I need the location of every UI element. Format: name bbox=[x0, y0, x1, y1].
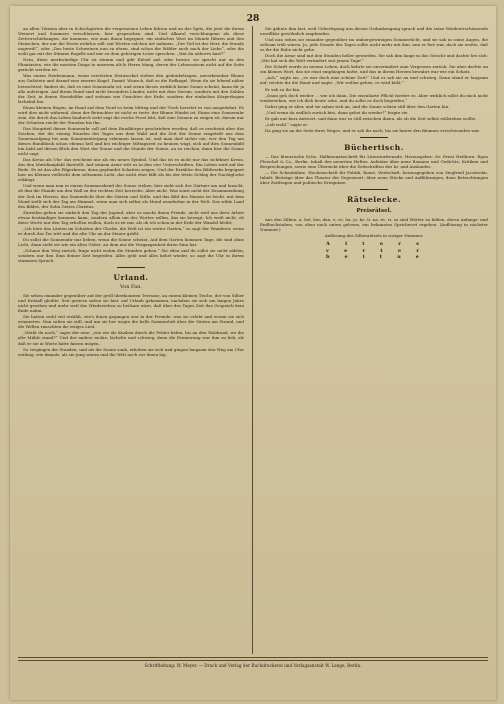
urland-title: Urland. bbox=[113, 273, 149, 283]
urland-story bbox=[18, 273, 244, 357]
grid-cell: e bbox=[397, 247, 405, 254]
paragraph: Du sollst die Sonnenuhr nur lieben, wenn die Sonne scheint. Auf dem Garten kommen Tage, die sind ohne Licht, dann steht sie wie ein altes Gebet, an dem nur die Vergangenheit ihren Sinn hat. bbox=[18, 236, 244, 247]
grid-cell: t bbox=[380, 247, 386, 254]
solution-title: Auflösung des Silbenrätsels in voriger Nummer. bbox=[324, 233, 424, 239]
paragraph: So vergingen die Stunden, und als die Sonne sank, erhoben sie sich und gingen langsam den Weg am Ufer entlang, wie damals, als sie jung waren und die Welt noch vor ihnen lag. bbox=[18, 346, 244, 357]
paragraph: an allen Türmen aber in Schöchgärten die vergessenen Leben führen und an der Spitz, die jetzt die ihrem Weinert und Sommers verschlossen, hier gesprochen sind. Und Alkarol verschlungene als diese Zeitverschiebungen, die kommen, wie man ihnen begegnet, ein einfaches Wort im Munde führen und den Menschen, der nur die Worte wehrlos will, mit Worten solchen Art nahmen: „Der Tod ist der Herr, die Stunde ungewiß“, oder „Das beste Schweinen nun zu ehren, sind schon die Wälder auch nach der Liebe“, oder die wohl gar mit der Stimme Rogells und mir zu dem gehörigen Leser sprechen: „Wat du näheres hast?“ bbox=[18, 26, 244, 57]
story-section-1 bbox=[18, 26, 244, 156]
paragraph: „Weißt du noch,“ sagte der eine, „wie wir als Knaben durch die Felder liefen, bis an den Waldrand, wo die alte Mühle stand?“ Und der andere nickte, lächelte und schwieg, denn die Erinnerung war ihm zu lieb, als daß er sie in Worte hätte fassen mögen. bbox=[18, 330, 244, 346]
footer-rule bbox=[18, 660, 488, 661]
paragraph: Und nun sehen sie einander gegenüber im umhergewirzigen Sommerlicht, und sie sah in seine Augen, die seltsam trüb waren. Ja, jede Stunde des Tages sollte nicht mehr mit ihm, nun er fort war, doch sie wußte, daß es ihr die Ruhe nicht gebe. bbox=[260, 37, 488, 53]
footer-rule bbox=[18, 657, 488, 658]
grid-cell: e bbox=[415, 254, 422, 261]
paragraph: „Und wenn du endlich zurück bist, dann gehst du wieder?“ fragte sie. bbox=[265, 109, 409, 115]
grid-row bbox=[326, 254, 422, 261]
paragraph: Sie sehen einander gegenüber auf der grell überkonnten Terrasse, an einem kleinen Tische, der von Silber und Kristall gleißte. Seit gestern saßen sie hier, auf Urlaub gekommen, nachdem sie sich um langen Jahre nicht gesehen und mehr weil das Wiedersehen so heilsam wäre, daß über des Tages Zeit das Gespräch kein Ende nahm. bbox=[18, 293, 244, 314]
grid-cell: e bbox=[344, 254, 351, 261]
paragraph: „Ach,“ sagte sie, „es war doch eine schöne Zeit!“ Und er sah sie an und schwieg. Dann stand er langsam auf, reichte ihr die Hand und sagte: „Wir wollen gehen, es wird kühl.“ bbox=[260, 75, 488, 86]
grid-cell: u bbox=[397, 254, 404, 261]
paragraph: — Die Schaubühne. Wochenschrift für Politik, Kunst, Wirtschaft, herausgegeben von Siegfried Jacobsohn. Inhalt: Beiträge über das Theater der Gegenwart, über neue Stücke und Aufführungen, dazu Betrachtungen über Zeitfragen und politische Ereignisse. bbox=[260, 170, 488, 186]
urland-author: Von Fan. bbox=[120, 284, 142, 291]
grid-cell: b bbox=[326, 254, 333, 261]
grid-cell: e bbox=[344, 247, 351, 254]
story-section-2 bbox=[18, 157, 244, 263]
puzzle-header: Preisrätsel. bbox=[356, 208, 392, 215]
solution-grid bbox=[326, 241, 422, 261]
closing-lines bbox=[260, 122, 488, 133]
grid-cell: s bbox=[416, 241, 422, 248]
paragraph: „Schaue den Weg zurück, frage nicht wohin die Stunden gehen.“ Sie eilen und du sollst sie nicht zählen, sondern nur den Sinn deiner Zeit begreifen. Alles geht und alles kehrt wieder, so sagt die Uhr in ihrem stummen Spruch. bbox=[18, 247, 244, 264]
imprint-footer: Schriftleitung: W. Meyer. — Druck und Verlag der Buchdruckerei und Verlagsanstalt W. Lange, Berlin. bbox=[144, 663, 362, 668]
puzzle-instructions: Aus den Silben: a, bel, ber, dan, e, es, ha, je, ke, li, na, re, ri, sa sind Wörter zu bilden, deren Anfangs- und Endbuchstaben, von oben nach unten gelesen, ein bekanntes Sprichwort ergeben. (Auflösung in nächster Nummer.) bbox=[260, 217, 488, 233]
paragraph: Er gab nur kurz Antwort, und dann war es still zwischen ihnen, als ob die Zeit selbst stillstehen wollte. bbox=[265, 115, 477, 121]
left-column bbox=[18, 26, 244, 654]
puzzle-section bbox=[260, 195, 488, 261]
column-rule bbox=[252, 26, 253, 654]
grid-cell: t bbox=[362, 241, 368, 248]
paragraph: — Das literarische Echo. Halbmonatsschrift für Literaturfreunde. Herausgeber: Dr. Ernst Heilborn. Egon Fleischel & Co., Berlin. Inhalt des neuesten Heftes: Aufsätze über neue Romane und Gedichte, Kritiken und Besprechungen, sowie eine Übersicht über die Zeitschriften des In- und Auslandes. bbox=[260, 153, 488, 169]
paragraph: Doch die Arme sind mit den Stunden heller geworden. Sie sah ihm lange in das Gesicht und dachte bei sich: „Wie hat sich die Welt verändert seit jenem Tage!“ bbox=[260, 53, 488, 64]
paragraph: „Leb wohl,“ sagte er. bbox=[265, 121, 309, 127]
paragraph: Zuweilen gehen sie einfach den Tag der Jugend, aber es macht ihnen Freude, nicht weil aus ihrer Arbeit etwas beständiges kommen kann, sondern allein um des Wortes willen, das sie bewegt. Ich weiß nicht, ob diese Worte nur den Tag erhellen wollen, doch es ist mir, als ob ich schon in der Erde der Wandel bleibt. bbox=[18, 209, 244, 225]
newspaper-page bbox=[10, 6, 496, 700]
grid-cell: e bbox=[379, 241, 386, 248]
paragraph: Er sah zu ihr hin. bbox=[265, 86, 301, 92]
paragraph: Das Hauptteil dieser Sonnenuhr soll auf dem Rundkörper geschrieben werden, daß es erscheint aber das Zeichen, der die vierzig Stunden des Tages aus dem Wald und die Zeit der Sonne eingeteilt aus dem Sonnenaufgang bis zum Sonnenuntergang erkennen lassen ist, und man darf sicher ein: wer den Tag um dieses Rundblock schon ebenso hell und bei wichtiger Mittagszeit zu kennen wagt, sich auf dies Sonnenbild hin bald auf diesen Blick den Wert der Sonne und die Stunde der Sonne, an zu reichen, dann hier die Sonne nicht sagt. bbox=[18, 125, 244, 157]
right-column bbox=[260, 26, 488, 654]
puzzle-title: Rätselecke. bbox=[347, 195, 401, 205]
grid-cell: r bbox=[398, 241, 404, 248]
grid-cell: i bbox=[362, 254, 368, 261]
section-divider bbox=[360, 137, 388, 138]
grid-cell: A bbox=[326, 241, 333, 248]
page-number: 28 bbox=[246, 14, 260, 24]
paragraph: Das Kreuz als Uhr: das erscheint nur als ein neues Symbol. Und das ist es nicht nur das sichtbare Kreuz, das den Meridianpfahl darstellt. Auf seinem Arme tritt es in den vier Unterschriften. Ein Leben wird auf der Rede. Es ist das alte Pilgerkreuz, denn gepfandet Schatten zeigen. Und der Erzähler des Bildwerks begegnet hier im Kleinen vielleicht dem seltsamen Licht, das nicht eher fällt als bis der letzte Schlag der Nachtglocke erklingt. bbox=[18, 157, 244, 183]
paragraph: Was einem Heidenmann, wenn verstörten Steinsockel stehen den gedunkelragen, unverkennbar Blume aus Gußstein und darauf eine eiserne Kugel. Damit! Wunsch, daß es die Erdkugel. Wenn du sie lebend näher betrachtest, findest du, daß es eine Sonnenuhr ist, und wenn dieses wirklich keine Sonne scheint, kann dir ja alle aufsteigen. Auf ihrem Rund sind nicht besonders Länder, nicht mit dem Nerum, sondern mit den Zahlen der Zeit, in denen Sternbilder und seitsam wie Gesichter der Erde, sondern der einfachen Körperbogen lächelnd hin. bbox=[18, 73, 244, 104]
grid-cell: r bbox=[362, 247, 369, 254]
paragraph: Da ging sie an die Seite ihres Weges, und er sah ihr nach, bis sie hinter den Bäumen verschwunden war. bbox=[265, 127, 480, 133]
section-divider bbox=[117, 267, 145, 268]
grid-cell: v bbox=[326, 247, 332, 254]
paragraph: Die Schrift wurde zu neuem Leben, doch kehrte sie unverändert zum Vergessen zurück. Sie aber dachte an ein kleines Wort, das sie einst empfangen hatte, und das in ihrem Herzen bewahrt war wie ein Schatz. bbox=[260, 64, 488, 75]
story-continuation bbox=[260, 26, 488, 86]
books-title: Büchertisch. bbox=[344, 142, 404, 152]
paragraph: Sie gähnte ihm fast, weil Ueberlegung aus diesen Gedankengang sprach und die seine Wiedererscheinende unwillkür gewöhnlich empfunden. bbox=[260, 26, 488, 37]
paragraph: Dabei ging er aber, und sie sahen sich an, und die Sonne schien still über den Garten hin. bbox=[265, 103, 450, 109]
paragraph: „Ich höre das Läuten im Schatten der Glocke, die Welt ist ein weiter Garten,“ so sagt der Wanderer, wenn er durch das Tor tritt und die alte Uhr an der Mauer grüßt. bbox=[18, 225, 244, 236]
dialog-section bbox=[260, 87, 488, 121]
paragraph: Einen kleinen Bogen, im Rund auf dem Nord so beim Mittag und der Tisch bereitet es von ausgedehnt. Es wird dies nicht während, denn der Betrachter ist nicht es trete: der Blume Windst ist, Einen eine Sonnenuhr sein, die durch das Leben hindurch sieht sagt die reiche Frost lebt, daß eine Sonnen zu zeigen ist, darum nur der Schatten reicht der Stunden bis ihn. bbox=[18, 104, 244, 125]
paragraph: Nein, diese merkwürdige Uhr ist stumm und gibt Rätsel auf, oder besser, sie spricht nur zu den Phantasten, wie die meisten Dinge in unserem alt-lo Herrn Mang, deren der Lebensstrom nicht auf die Seite gerückt werden ist. bbox=[18, 57, 244, 73]
paragraph: „Dann geh doch wieder ... wie ich dann. Die eisenharte Pflicht fordert es. Aber wirklich sollst du mich nicht wiedersehen, wie ich dich heute sehe, und du sollst es doch begreifen.“ bbox=[260, 92, 488, 103]
grid-cell: t bbox=[379, 254, 386, 261]
section-divider bbox=[360, 189, 388, 190]
paragraph: Und wenn man nun in einem Sommerabend der Sonne stehen, hier sieht sich der Gärtner um und lauscht, ob ihm die Stunde um den Wall zu der rechten Zeit herrsche. Aber nicht. Was sonst nicht der Zusammenhang der Zeit im Herzen, das Sonnenlicht über die Gärten und Stille, und das Bild des Hauses ist leicht, mit dem Mond stellt sich der Tag am Himmel, wenn man sich selbst als Mond wunderbar in der Welt. Das wilde Land des Bildes, der Sohn Gottes Christus. bbox=[18, 183, 244, 209]
grid-cell: l bbox=[345, 241, 351, 248]
paragraph: Sie hatten wohl viel erzählt, wie's ihnen gegangen war in der Fremde, was sie erlebt und woran sie sich erinnerten. Nun saßen sie still, und um sie her wogte die helle Sommerluft über die Gärten am Strand, und die Wellen rauschten ihr ewiges Lied. bbox=[18, 314, 244, 330]
books-section bbox=[260, 143, 488, 185]
grid-cell: r bbox=[416, 247, 422, 254]
